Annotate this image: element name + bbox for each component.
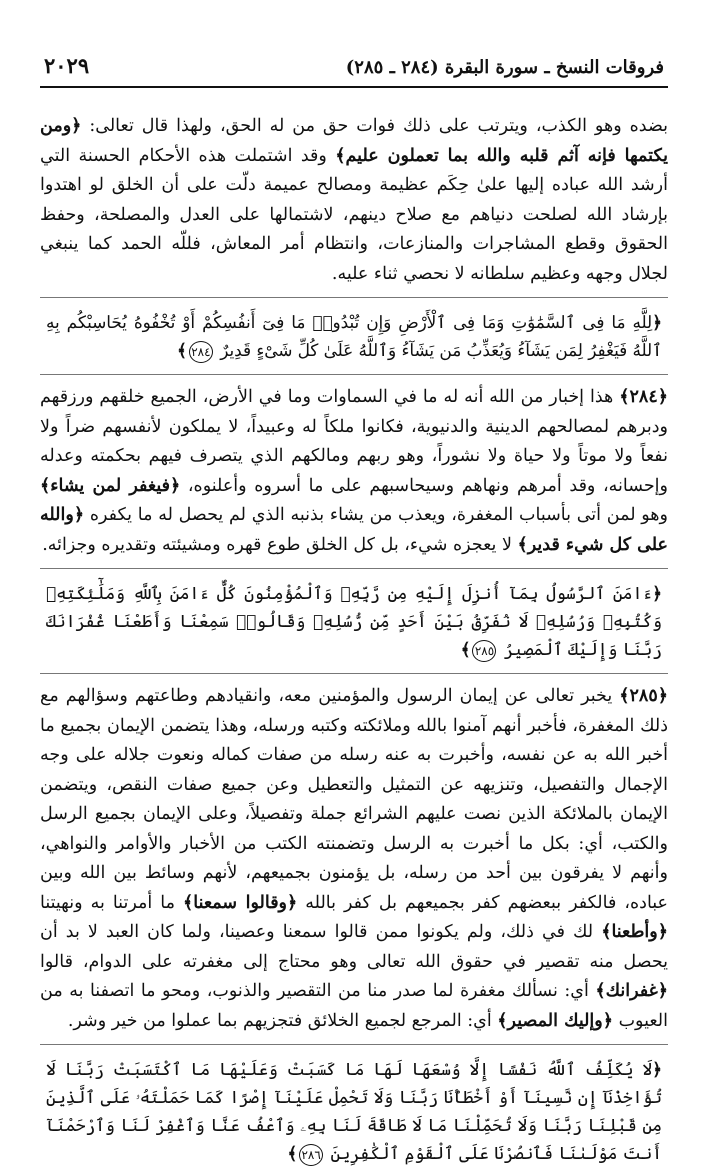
page-header	[40, 54, 668, 88]
verse-number: ﴿٢٨٤﴾	[619, 387, 668, 407]
verse-text: لَا يُكَلِّفُ ٱللَّهُ نَفْسًا إِلَّا وُسْعَهَا لَهَا مَا كَسَبَتْ وَعَلَيْهَا مَا ٱكْتَسَبَتْ رَبَّنَا لَا تُؤَاخِذْنَآ إِن نَّسِينَآ أَوْ أَخْطَأْنَا رَبَّنَا وَلَا تَحْمِلْ عَلَيْنَآ إِصْرًا كَمَا حَمَلْتَهُۥ عَلَى ٱلَّذِينَ مِن قَبْلِنَا رَبَّنَا وَلَا تُحَمِّلْنَا مَا لَا طَاقَةَ لَنَا بِهِۦ وَٱعْفُ عَنَّا وَٱغْفِرْ لَنَا وَٱرْحَمْنَآ أَنتَ مَوْلَىٰنَا فَٱنصُرْنَا عَلَى ٱلْقَوْمِ ٱلْكَٰفِرِينَ	[46, 1059, 662, 1163]
paragraph-285	[40, 682, 668, 1036]
verse-close-bracket: ﴾	[177, 340, 187, 360]
verse-close-bracket: ﴾	[460, 639, 471, 659]
divider	[40, 374, 668, 375]
verse-open-bracket: ﴿	[652, 312, 662, 332]
quran-verse-285	[40, 577, 668, 667]
ayah-number-marker: ٢٨٤	[189, 341, 213, 363]
divider	[40, 1044, 668, 1045]
quran-quote: ﴿والله على كل شيء قدير﴾	[40, 505, 668, 555]
verse-close-bracket: ﴾	[287, 1143, 298, 1163]
quran-quote: ﴿فيغفر لمن يشاء﴾	[40, 475, 181, 496]
page-content	[40, 112, 668, 1171]
text-run: لا يعجزه شيء، بل كل الخلق طوع قهره ومشيئته وتقديره وجزائه.	[42, 534, 518, 555]
verse-number: ﴿٢٨٥﴾	[619, 686, 668, 706]
page-number: ٢٠٢٩	[44, 53, 90, 78]
text-run: بضده وهو الكذب، ويترتب على ذلك فوات حق من له الحق، ولهذا قال تعالى:	[81, 116, 668, 136]
text-run: ما أمرتنا به ونهيتنا	[40, 892, 183, 913]
quran-verse-284	[40, 306, 668, 368]
verse-text: ءَامَنَ ٱلرَّسُولُ بِمَآ أُنزِلَ إِلَيْهِ مِن رَّبِّهِۦ وَٱلْمُؤْمِنُونَ كُلٌّ ءَامَنَ بِٱللَّهِ وَمَلَٰٓئِكَتِهِۦ وَكُتُبِهِۦ وَرُسُلِهِۦ لَا نُفَرِّقُ بَيْنَ أَحَدٍ مِّن رُّسُلِهِۦ وَقَالُوا۟ سَمِعْنَا وَأَطَعْنَا غُفْرَانَكَ رَبَّنَا وَإِلَيْكَ ٱلْمَصِيرُ	[46, 583, 662, 659]
ayah-number-marker: ٢٨٦	[299, 1144, 323, 1166]
text-run: هذا إخبار من الله أنه له ما في السماوات وما في الأرض، الجميع خلقهم ورزقهم ودبرهم لمصالحهم الدينية والدنيوية، فكانوا ملكاً له وعبيداً، لا يملكون لأنفسهم ضراً ولا نفعاً ولا موتاً ولا حياة ولا نشوراً، وهو ربهم ومالكهم الذي يتصرف فيهم بحكمته وعدله وإحسانه، وقد أمرهم ونهاهم وسيحاسبهم على ما أسروه وأعلنوه،	[40, 387, 668, 496]
quran-quote: ﴿وأطعنا﴾	[601, 922, 668, 942]
verse-open-bracket: ﴿	[652, 583, 662, 603]
text-run: أي: المرجع لجميع الخلائق فتجزيهم بما عملوا من خير وشر.	[67, 1010, 498, 1031]
text-run: أي: نسألك مغفرة لما صدر منا من التقصير والذنوب، ومحو ما اتصفنا به من العيوب	[40, 981, 668, 1031]
quran-quote: ﴿وقالوا سمعنا﴾	[182, 892, 298, 913]
verse-open-bracket: ﴿	[652, 1059, 662, 1079]
text-run: لك في ذلك، ولم يكونوا ممن قالوا سمعنا وعصينا، ولما كان العبد لا بد أن يحصل منه تقصير في حقوق الله تعالى وهو محتاج إلى مغفرته على الدوام، قالوا	[40, 922, 668, 972]
quran-quote: ﴿وإليك المصير﴾	[497, 1010, 613, 1031]
text-run: وقد اشتملت هذه الأحكام الحسنة التي أرشد الله عباده إليها علىٰ حِكَم عظيمة ومصالح عميمة دلّت على أن الخلق لو اهتدوا بإرشاد الله لصلحت دنياهم مع صلاح دينهم، لاشتمالها على العدل والمصلحة، وحفظ الحقوق وقطع المشاجرات والمنازعات، وانتظام أمر المعاش، فللّه الحمد كما ينبغي لجلال وجهه وعظيم سلطانه لا نحصي ثناء عليه.	[40, 145, 668, 284]
text-run: وهو لمن أتى بأسباب المغفرة، ويعذب من يشاء بذنبه الذي لم يحصل له ما يكفره	[84, 505, 668, 525]
paragraph-intro	[40, 112, 668, 289]
quran-quote: ﴿ومن يكتمها فإنه آثم قلبه والله بما تعملون عليم﴾	[40, 116, 668, 166]
divider	[40, 568, 668, 569]
quran-verse-286	[40, 1053, 668, 1171]
quran-quote: ﴿غفرانك﴾	[595, 981, 668, 1001]
verse-text: لِلَّهِ مَا فِى ٱلسَّمَٰوَٰتِ وَمَا فِى ٱلْأَرْضِ وَإِن تُبْدُوا۟ مَا فِىٓ أَنفُسِكُمْ أَوْ تُخْفُوهُ يُحَاسِبْكُم بِهِ ٱللَّهُ فَيَغْفِرُ لِمَن يَشَآءُ وَيُعَذِّبُ مَن يَشَآءُ وَٱللَّهُ عَلَىٰ كُلِّ شَىْءٍ قَدِيرٌ	[46, 312, 662, 360]
running-title: فروقات النسخ ـ سورة البقرة (٢٨٤ ـ ٢٨٥)	[345, 57, 664, 78]
text-run: يخبر تعالى عن إيمان الرسول والمؤمنين معه، وانقيادهم وطاعتهم وسؤالهم مع ذلك المغفرة، فأخبر أنهم آمنوا بالله وملائكته وكتبه ورسله، وهذا يتضمن الإيمان بجميع ما أخبر الله به عن نفسه، وأخبرت به عنه رسله من صفات كماله ونعوت جلاله على وجه الإجمال والتفصيل، وتنزيهه عن التمثيل والتعطيل وعن جميع صفات النقص، ويتضمن الإيمان بالملائكة الذين نصت عليهم الشرائع جملة وتفصيلاً، وعلى الإيمان بجميع الرسل والكتب، أي: بكل ما أخبرت به الرسل وتضمنته الكتب من الأخبار والأوامر والنواهي، وأنهم لا يفرقون بين أحد من رسله، بل يؤمنون بجميعهم، لأنهم وسائط بين الله وبين عباده، فالكفر ببعضهم كفر بجميعهم بل كفر بالله	[40, 686, 668, 913]
divider	[40, 673, 668, 674]
ayah-number-marker: ٢٨٥	[472, 640, 496, 662]
divider	[40, 297, 668, 298]
paragraph-284	[40, 383, 668, 560]
